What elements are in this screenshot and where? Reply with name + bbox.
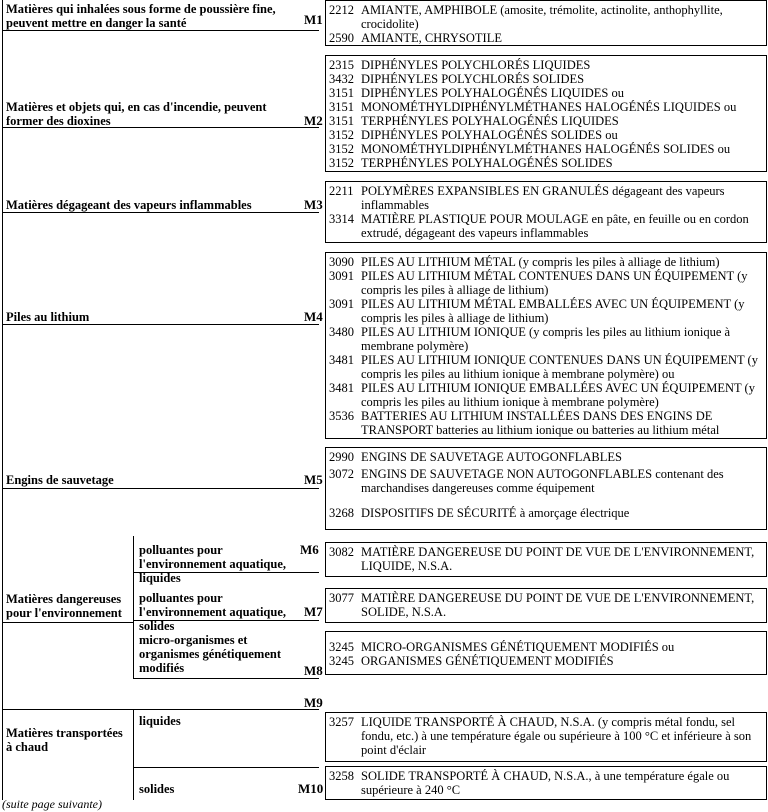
entry-text: DIPHÉNYLES POLYCHLORÉS SOLIDES: [361, 72, 585, 86]
entry-text: MONOMÉTHYLDIPHÉNYLMÉTHANES HALOGÉNÉS LIQUIDES ou: [361, 100, 737, 114]
sub-label-m6: polluantes pour l'environnement aquatique, liquides: [139, 543, 287, 585]
code-m7: M7: [304, 604, 323, 619]
divider-m4: [2, 324, 319, 325]
entries-box-m6: [325, 542, 767, 577]
entry: [329, 86, 762, 100]
entries-box-liquides: [325, 712, 767, 762]
un-number: 3432: [329, 72, 354, 86]
entry: [329, 381, 762, 409]
entry: [329, 156, 762, 170]
entry: [329, 654, 762, 668]
left-border: [2, 0, 3, 800]
entry-text: MONOMÉTHYLDIPHÉNYLMÉTHANES HALOGÉNÉS SOLIDES ou: [361, 142, 731, 156]
un-number: 3090: [329, 255, 354, 269]
entry: [329, 297, 762, 325]
code-m2: M2: [304, 113, 323, 128]
code-m1: M1: [304, 12, 323, 27]
entry-text: MICRO-ORGANISMES GÉNÉTIQUEMENT MODIFIÉS ou: [361, 640, 675, 654]
entry-text: DISPOSITIFS DE SÉCURITÉ à amorçage électrique: [361, 506, 630, 520]
divider-m5: [2, 488, 319, 489]
entry: [329, 212, 762, 240]
group-label-env: Matières dangereuses pour l'environnement: [6, 592, 122, 620]
un-number: 3091: [329, 269, 354, 283]
env-sub-border: [133, 536, 134, 679]
code-m8: M8: [304, 663, 323, 678]
entry-text: PILES AU LITHIUM IONIQUE EMBALLÉES AVEC UN ÉQUIPEMENT (y compris les piles au lithium ionique à membrane polymère): [361, 381, 755, 409]
continuation-note: (suite page suivante): [2, 797, 102, 811]
divider-m7: [133, 620, 319, 621]
entry: [329, 353, 762, 381]
sub-label-m7: polluantes pour l'environnement aquatique, solides: [139, 591, 287, 633]
group-label-m1: Matières qui inhalées sous forme de poussière fine, peuvent mettre en danger la santé: [6, 2, 276, 30]
un-number: 2315: [329, 58, 354, 72]
entry: [329, 409, 762, 437]
entry-text: MATIÈRE DANGEREUSE DU POINT DE VUE DE L'ENVIRONNEMENT, LIQUIDE, N.S.A.: [361, 545, 755, 573]
entry: [329, 450, 762, 464]
un-number: 2211: [329, 184, 354, 198]
entry-text: PILES AU LITHIUM IONIQUE (y compris les piles au lithium ionique à membrane polymère): [361, 325, 731, 353]
un-number: 3536: [329, 409, 354, 423]
code-m3: M3: [304, 197, 323, 212]
entry: [329, 506, 762, 520]
entry: [329, 128, 762, 142]
divider-m2: [2, 127, 319, 128]
entries-box-m4: [325, 252, 767, 439]
entry-text: PILES AU LITHIUM MÉTAL (y compris les piles à alliage de lithium): [361, 255, 720, 269]
un-number: 2990: [329, 450, 354, 464]
group-label-m5: Engins de sauvetage: [6, 473, 114, 487]
code-m5: M5: [304, 472, 323, 487]
entry-text: DIPHÉNYLES POLYCHLORÉS LIQUIDES: [361, 58, 591, 72]
entry-text: ORGANISMES GÉNÉTIQUEMENT MODIFIÉS: [361, 654, 614, 668]
entry-text: SOLIDE TRANSPORTÉ À CHAUD, N.S.A., à une température égale ou supérieure à 240 °C: [361, 769, 730, 797]
entry: [329, 640, 762, 654]
divider-liquides: [133, 767, 319, 768]
entry-text: ENGINS DE SAUVETAGE AUTOGONFLABLES: [361, 450, 622, 464]
un-number: 3245: [329, 654, 354, 668]
entry-text: DIPHÉNYLES POLYHALOGÉNÉS SOLIDES ou: [361, 128, 618, 142]
divider-env: [2, 622, 133, 623]
entry: [329, 114, 762, 128]
un-number: 3245: [329, 640, 354, 654]
un-number: 3077: [329, 591, 354, 605]
entry: [329, 3, 762, 31]
un-number: 3481: [329, 353, 354, 367]
entry-text: MATIÈRE PLASTIQUE POUR MOULAGE en pâte, en feuille ou en cordon extrudé, dégageant des vapeurs inflammables: [361, 212, 749, 240]
entry: [329, 325, 762, 353]
entry: [329, 269, 762, 297]
entry-text: BATTERIES AU LITHIUM INSTALLÉES DANS DES ENGINS DE TRANSPORT batteries au lithium ionique ou batteries au lithium métal: [361, 409, 720, 437]
entry: [329, 58, 762, 72]
un-number: 3480: [329, 325, 354, 339]
un-number: 3481: [329, 381, 354, 395]
entry-text: POLYMÈRES EXPANSIBLES EN GRANULÉS dégageant des vapeurs inflammables: [361, 184, 725, 212]
code-m4: M4: [304, 309, 323, 324]
entry-text: TERPHÉNYLES POLYHALOGÉNÉS LIQUIDES: [361, 114, 619, 128]
group-label-m4: Piles au lithium: [6, 310, 90, 324]
divider-m8: [133, 678, 319, 679]
un-number: 2590: [329, 31, 354, 45]
entry-text: LIQUIDE TRANSPORTÉ À CHAUD, N.S.A. (y compris métal fondu, sel fondu, etc.) à une température égale ou supérieure à 100 °C et inférieure à son point d'éclair: [361, 715, 752, 757]
un-number: 3151: [329, 100, 354, 114]
entry: [329, 467, 762, 495]
entries-box-solides: [325, 766, 767, 800]
entry: [329, 255, 762, 269]
entry: [329, 100, 762, 114]
entry-text: PILES AU LITHIUM MÉTAL EMBALLÉES AVEC UN ÉQUIPEMENT (y compris les piles à alliage de lithium): [361, 297, 745, 325]
entry-text: AMIANTE, AMPHIBOLE (amosite, trémolite, actinolite, anthophyllite, crocidolite): [361, 3, 723, 31]
sub-label-m8: micro-organismes et organismes génétiquement modifiés: [139, 633, 281, 675]
un-number: 3268: [329, 506, 354, 520]
code-m6: M6: [300, 542, 319, 557]
entry-text: ENGINS DE SAUVETAGE NON AUTOGONFLABLES contenant des marchandises dangereuses comme équipement: [361, 467, 724, 495]
entry: [329, 769, 762, 797]
entry: [329, 142, 762, 156]
group-label-m3: Matières dégageant des vapeurs inflammables: [6, 198, 252, 212]
un-number: 3151: [329, 114, 354, 128]
un-number: 3152: [329, 128, 354, 142]
entry: [329, 184, 762, 212]
divider-m6: [133, 572, 319, 573]
un-number: 3257: [329, 715, 354, 729]
entry-text: AMIANTE, CHRYSOTILE: [361, 31, 502, 45]
entry: [329, 715, 762, 757]
un-number: 3072: [329, 467, 354, 481]
divider-m9: [2, 709, 319, 710]
code-m10: M10: [298, 781, 324, 796]
entry-text: TERPHÉNYLES POLYHALOGÉNÉS SOLIDES: [361, 156, 613, 170]
un-number: 3082: [329, 545, 354, 559]
un-number: 3152: [329, 142, 354, 156]
entries-box-m1: [325, 0, 767, 46]
un-number: 3091: [329, 297, 354, 311]
entry: [329, 591, 762, 619]
un-number: 3151: [329, 86, 354, 100]
entries-box-m3: [325, 181, 767, 243]
entries-box-m7: [325, 588, 767, 623]
entries-box-m8: [325, 631, 767, 675]
entries-box-m2: [325, 55, 767, 172]
sub-label-solides: solides: [139, 782, 175, 796]
group-label-m2: Matières et objets qui, en cas d'incendie, peuvent former des dioxines: [6, 100, 267, 128]
divider-m1: [2, 30, 319, 31]
entry-text: DIPHÉNYLES POLYHALOGÉNÉS LIQUIDES ou: [361, 86, 624, 100]
entry: [329, 72, 762, 86]
hot-sub-border: [133, 709, 134, 800]
divider-m3: [2, 212, 319, 213]
code-m9: M9: [304, 695, 323, 710]
un-number: 3314: [329, 212, 354, 226]
entries-box-m5: [325, 447, 767, 530]
un-number: 2212: [329, 3, 354, 17]
sub-label-liquides: liquides: [139, 714, 181, 728]
entry-text: PILES AU LITHIUM MÉTAL CONTENUES DANS UN ÉQUIPEMENT (y compris les piles à alliage de lithium): [361, 269, 748, 297]
entry-text: MATIÈRE DANGEREUSE DU POINT DE VUE DE L'ENVIRONNEMENT, SOLIDE, N.S.A.: [361, 591, 755, 619]
un-number: 3258: [329, 769, 354, 783]
un-number: 3152: [329, 156, 354, 170]
entry-text: PILES AU LITHIUM IONIQUE CONTENUES DANS UN ÉQUIPEMENT (y compris les piles au lithium ionique à membrane polymère) ou: [361, 353, 758, 381]
group-label-hot: Matières transportées à chaud: [6, 726, 123, 754]
entry: [329, 31, 762, 45]
entry: [329, 545, 762, 573]
